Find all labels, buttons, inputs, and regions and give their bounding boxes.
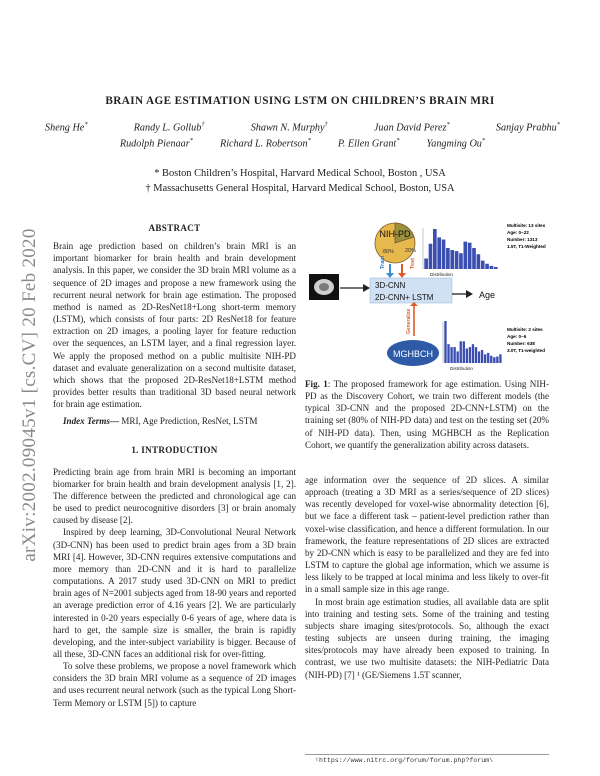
- top-stat-age: Age: 0~22: [507, 230, 529, 235]
- histogram-bar: [481, 350, 483, 363]
- histogram-bar: [459, 253, 463, 269]
- intro-heading: 1. INTRODUCTION: [131, 444, 218, 455]
- index-terms-label: Index Terms—: [63, 416, 120, 427]
- histogram-bar: [493, 357, 495, 363]
- histogram-bar: [484, 354, 486, 363]
- affiliation-bch: * Boston Children’s Hospital, Harvard Medical School, Boston , USA: [154, 168, 446, 179]
- author-shawn-n-murphy: Shawn N. Murphy†: [250, 121, 328, 134]
- figure-caption: [305, 378, 549, 451]
- left-column: [53, 222, 296, 709]
- right-column: [305, 474, 549, 681]
- framework-figure: [306, 218, 556, 370]
- author-sheng-he: Sheng He*: [45, 121, 88, 134]
- affiliations: [0, 166, 600, 196]
- author-list: [45, 121, 560, 153]
- histogram-bar: [463, 242, 467, 269]
- histogram-bar: [466, 349, 468, 363]
- age-output-label: Age: [479, 290, 496, 300]
- histogram-bar: [490, 356, 492, 363]
- histogram-bar: [437, 237, 441, 269]
- caption-lead: Fig. 1: [305, 379, 328, 389]
- bottom-stats: [507, 327, 545, 353]
- caption-text: : The proposed framework for age estimation. Using NIH-PD as the Discovery Cohort, we train two different models (the typical 3D-CNN and the proposed 2D-CNN+LSTM) on the training set (80% of NIH-PD data) and test on the testing set (20% of NIH-PD data). Then, using MGHBCH as the Replication Cohort, we quantify the generalization ability across datasets.: [305, 379, 549, 450]
- histogram-bar: [478, 351, 480, 363]
- abstract-heading: ABSTRACT: [148, 223, 201, 233]
- footnote-rule: [305, 754, 549, 755]
- test-label: Test: [410, 258, 416, 269]
- bottom-histogram: [444, 321, 501, 363]
- author-sanjay-prabhu: Sanjay Prabhu*: [495, 121, 560, 134]
- histogram-bar: [447, 344, 449, 363]
- brain-mri-inner: [319, 283, 329, 291]
- bottom-stat-age: Age: 0~6: [507, 334, 527, 339]
- histogram-bar: [444, 321, 446, 363]
- test-arrow-head: [398, 273, 406, 278]
- histogram-bar: [463, 341, 465, 363]
- histogram-bar: [442, 240, 446, 269]
- top-stats: [507, 223, 546, 249]
- histogram-bar: [469, 347, 471, 363]
- histogram-bar: [450, 347, 452, 363]
- author-juan-david-perez: Juan David Perez*: [373, 121, 450, 134]
- model-3d-cnn: 3D-CNN: [375, 281, 406, 290]
- author-rudolph-pienaar: Rudolph Pienaar*: [119, 137, 193, 150]
- footnote-url: ¹https://www.nitrc.org/forum/forum.php?forum\: [315, 757, 494, 764]
- histogram-bar: [485, 264, 489, 269]
- histogram-bar: [481, 261, 485, 269]
- intro-paragraph-1: Predicting brain age from brain MRI is becoming an important biomarker for brain health and brain development analysis [1, 2]. The difference between the predicted and chronological age can be used to predict neurocognitive disorders [3] or brain anomaly caused by disease [2].: [53, 466, 296, 526]
- bottom-stat-scan: 3.0T, T1-weighted: [507, 348, 546, 353]
- histogram-bar: [472, 344, 474, 363]
- histogram-bar: [453, 347, 455, 363]
- top-stat-sites: Multisite: 13 sites: [507, 223, 546, 228]
- histogram-bar: [490, 266, 494, 269]
- author-p-ellen-grant: P. Ellen Grant*: [337, 137, 400, 150]
- age-arrow-head: [466, 290, 473, 298]
- histogram-bar: [429, 244, 433, 269]
- histogram-bar: [494, 267, 498, 269]
- histogram-bar: [477, 254, 481, 269]
- bottom-stat-sites: Multisite: 2 sites: [507, 327, 543, 332]
- model-2d-cnn-lstm: 2D-CNN+ LSTM: [375, 293, 434, 302]
- right-paragraph-1: age information over the sequence of 2D slices. A similar approach (treating a 3D MRI as a series/sequence of 2D slices) was recently developed for voxel-wise abnormality detection [6], but we face a different task – patient-level prediction rather than voxel-wise classification, and hence a different formulation. In our framework, the feature representations of 2D slices are extracted by 2D-CNN which is easy to be parallelized and they are fed into LSTM to capture the global age information, which we assume is less likely to be trapped at local minima and less likely to over-fit in a small sample size in this age range.: [305, 475, 549, 595]
- histogram-bar: [446, 248, 450, 269]
- top-histogram: [424, 229, 497, 269]
- intro-paragraph-2: Inspired by deep learning, 3D-Convolutional Neural Network (3D-CNN) has been used to predict brain ages from a 3D brain MRI [4]. However, 3D-CNN requires extensive computations and more memory than 2D-CNN and it is hard to parallelize computations. A 2017 study used 3D-CNN on MRI to predict brain ages of N=2001 subjects aged from 18-90 years and reported an average prediction error of 4.16 years [2]. We are particularly interested in 0-20 years especially 0-6 years of age, where data is hard to get, the sample size is smaller, the brain is rapidly developing, and the inter-subject variability is bigger. Because of all these, 3D-CNN faces an additional risk for over-fitting.: [53, 527, 297, 659]
- intro-paragraph-3: To solve these problems, we propose a novel framework which considers the 3D brain MRI volume as a sequence of 2D images and uses recurrent neural network (such as the typical Long Short-Term Memory or LSTM [5]) to capture: [53, 661, 296, 708]
- histogram-bar: [433, 229, 437, 269]
- bottom-dist-label: Distribution: [450, 366, 473, 370]
- author-randy-l-gollub: Randy L. Gollub†: [133, 121, 205, 134]
- histogram-bar: [450, 250, 454, 269]
- histogram-bar: [460, 341, 462, 363]
- pct-20: 20%: [405, 248, 417, 254]
- index-terms-values: MRI, Age Prediction, ResNet, LSTM: [119, 416, 258, 427]
- histogram-bar: [499, 354, 501, 363]
- top-stat-scan: 1.5T, T1-Weighted: [507, 244, 546, 249]
- pct-80: 80%: [383, 249, 395, 255]
- top-dist-label: Distribution: [430, 272, 453, 277]
- histogram-bar: [457, 351, 459, 363]
- paper-title: BRAIN AGE ESTIMATION USING LSTM ON CHILDREN’S BRAIN MRI: [105, 95, 495, 107]
- nih-pd-label: NIH-PD: [379, 229, 411, 239]
- arxiv-stamp: arXiv:2002.09045v1 [cs.CV] 20 Feb 2020: [19, 228, 40, 562]
- input-arrow-head: [363, 284, 370, 292]
- author-yangming-ou: Yangming Ou*: [426, 137, 486, 150]
- train-arrow-head: [386, 273, 394, 278]
- histogram-bar: [496, 356, 498, 363]
- histogram-bar: [475, 347, 477, 363]
- histogram-bar: [424, 258, 428, 269]
- histogram-bar: [472, 248, 476, 269]
- bottom-stat-number: Number: 638: [507, 341, 535, 346]
- abstract-body: Brain age prediction based on children’s brain MRI is an important biomarker for brain health and brain development analysis. In this paper, we consider the 3D brain MRI volume as a sequence of 2D images and propose a new framework using the recurrent neural network for brain age estimation. The proposed method is named as 2D-ResNet18+Long short-term memory (LSTM), which consists of four parts: 2D ResNet18 for feature extraction on 2D images, a pooling layer for feature reduction over the sequences, an LSTM layer, and a final regression layer. We apply the proposed method on a public multisite NIH-PD dataset and evaluate generalization on a second multisite dataset, which shows that the proposed 2D-ResNet18+LSTM method provides better results than traditional 3D based neural network for brain age estimation.: [53, 241, 296, 410]
- train-label: Train: [380, 255, 386, 269]
- generalize-label: Generalize: [406, 308, 412, 334]
- top-stat-number: Number: 1313: [507, 237, 538, 242]
- right-paragraph-2: In most brain age estimation studies, all available data are split into training and testing sets. Some of the training and testing subjects share imaging sites/protocols. So, although the exact testing subjects are unseen during training, the imaging sites/protocols may have already been exposed to training. In contrast, we use two multisite datasets: the NIH-Pediatric Data (NIH-PD) [7] ¹ (GE/Siemens 1.5T scanner,: [305, 596, 549, 680]
- mghbch-label: MGHBCH: [393, 349, 433, 359]
- index-terms: [53, 415, 296, 427]
- author-richard-l-robertson: Richard L. Robertson*: [219, 137, 311, 150]
- histogram-bar: [487, 353, 489, 363]
- histogram-bar: [468, 243, 472, 269]
- affiliation-mgh: † Massachusetts General Hospital, Harvard Medical School, Boston, USA: [145, 183, 455, 194]
- histogram-bar: [455, 251, 459, 269]
